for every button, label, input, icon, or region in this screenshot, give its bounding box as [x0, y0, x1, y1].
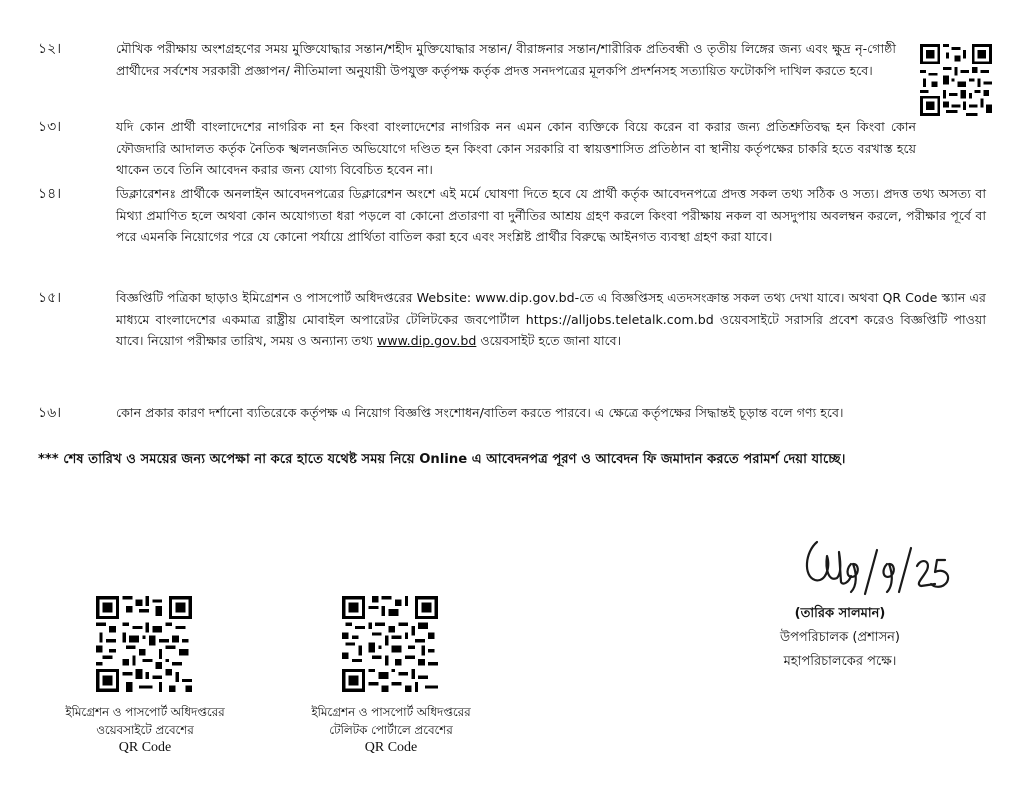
- clause-text: যদি কোন প্রার্থী বাংলাদেশের নাগরিক না হন কিংবা বাংলাদেশের নাগরিক নন এমন কোন ব্যক্তিকে বিয়ে করেন বা করার জন্য প্রতিশ্রুতিবদ্ধ হন কিংবা কোন ফৌজদারি আদালত কর্তৃক নৈতিক স্খলনজনিত অভিযোগে দণ্ডিত হন কিংবা কোন সরকারি বা স্বায়ত্তশাসিত প্রতিষ্ঠান বা স্থানীয় কর্তৃপক্ষের চাকরি হতে বরখাস্ত হয়ে থাকেন তবে তিনি আবেদন করার জন্য যোগ্য বিবেচিত হবেন না।: [116, 119, 916, 177]
- qr-code-dip-website: [96, 596, 192, 692]
- caption-line: ইমিগ্রেশন ও পাসপোর্ট অধিদপ্তরের: [311, 705, 471, 719]
- signatory-details: [740, 602, 940, 674]
- caption-line: ইমিগ্রেশন ও পাসপোর্ট অধিদপ্তরের: [65, 705, 225, 719]
- signatory-office: মহাপরিচালকের পক্ষে।: [783, 654, 897, 669]
- qr-code-top: [920, 44, 992, 116]
- caption-line: QR Code: [118, 740, 172, 755]
- signature-block: [740, 530, 960, 680]
- clause-number: ১৩।: [38, 119, 62, 135]
- clause-text: [116, 287, 986, 352]
- deadline-advisory: *** শেষ তারিখ ও সময়ের জন্য অপেক্ষা না করে হাতে যথেষ্ট সময় নিয়ে Online এ আবেদনপত্র পূরণ ও আবেদন ফি জমাদান করতে পরামর্শ দেয়া যাচ্ছে।: [38, 452, 846, 467]
- dip-website-link[interactable]: www.dip.gov.bd: [376, 333, 477, 348]
- clause-text: মৌখিক পরীক্ষায় অংশগ্রহণের সময় মুক্তিযোদ্ধার সন্তান/শহীদ মুক্তিযোদ্ধার সন্তান/ বীরাঙ্গনার সন্তান/শারীরিক প্রতিবন্ধী ও তৃতীয় লিঙ্গের জন্য এবং ক্ষুদ্র নৃ-গোষ্ঠী প্রার্থীদের সর্বশেষ সরকারী প্রজ্ঞাপন/ নীতিমালা অনুযায়ী উপযুক্ত কর্তৃপক্ষ কর্তৃক প্রদত্ত সনদপত্রের মূলকপি প্রদর্শনসহ সত্যায়িত ফটোকপি দাখিল করতে হবে।: [116, 41, 896, 78]
- qr-caption-right: [286, 704, 496, 757]
- signatory-designation: উপপরিচালক (প্রশাসন): [779, 630, 900, 645]
- clause-number: ১২।: [38, 41, 62, 57]
- caption-line: টেলিটক পোর্টালে প্রবেশের: [329, 722, 453, 737]
- signatory-name: (তারিক সালমান): [794, 606, 886, 621]
- clause-number: ১৫।: [38, 290, 62, 306]
- caption-line: ওয়েবসাইটে প্রবেশের: [96, 722, 194, 737]
- handwritten-signature: [795, 530, 995, 610]
- clause-text-part: ওয়েবসাইট হতে জানা যাবে।: [476, 333, 622, 348]
- qr-code-teletalk-portal: [342, 596, 438, 692]
- clause-text: কোন প্রকার কারণ দর্শানো ব্যতিরেকে কর্তৃপক্ষ এ নিয়োগ বিজ্ঞপ্তি সংশোধন/বাতিল করতে পারবে। এ ক্ষেত্রে কর্তৃপক্ষের সিদ্ধান্তই চূড়ান্ত বলে গণ্য হবে।: [116, 405, 844, 420]
- clause-text-part: বিজ্ঞপ্তিটি পত্রিকা ছাড়াও ইমিগ্রেশন ও পাসপোর্ট অধিদপ্তরের Website: www.dip.gov.bd-তে এ বিজ্ঞপ্তিসহ এতদসংক্রান্ত সকল তথ্য দেখা যাবে। অথবা QR Code স্ক্যান এর মাধ্যমে বাংলাদেশের একমাত্র রাষ্ট্রীয় মোবাইল অপারেটর টেলিটকের জবপোর্টাল https://alljobs.teletalk.com.bd ওয়েবসাইটে সরাসরি প্রবেশ করেও বিজ্ঞপ্তিটি পাওয়া যাবে। নিয়োগ পরীক্ষার তারিখ, সময় ও অন্যান্য তথ্য: [116, 290, 986, 348]
- qr-caption-left: [40, 704, 250, 757]
- caption-line: QR Code: [364, 740, 418, 755]
- clause-number: ১৬।: [38, 405, 62, 421]
- clause-number: ১৪।: [38, 186, 62, 202]
- clause-text: ডিক্লারেশনঃ প্রার্থীকে অনলাইন আবেদনপত্রের ডিক্লারেশন অংশে এই মর্মে ঘোষণা দিতে হবে যে প্রার্থী কর্তৃক আবেদনপত্রে প্রদত্ত সকল তথ্য সঠিক ও সত্য। প্রদত্ত তথ্য অসত্য বা মিথ্যা প্রমাণিত হলে অথবা কোন অযোগ্যতা ধরা পড়লে বা কোনো প্রতারণা বা দুর্নীতির আশ্রয় গ্রহণ করলে কিংবা পরীক্ষায় নকল বা অসদুপায় অবলম্বন করলে, পরীক্ষার পূর্বে বা পরে এমনকি নিয়োগের পরে যে কোনো পর্যায়ে প্রার্থিতা বাতিল করা হবে এবং সংশ্লিষ্ট প্রার্থীর বিরুদ্ধে আইনগত ব্যবস্থা গ্রহণ করা যাবে।: [116, 186, 986, 244]
